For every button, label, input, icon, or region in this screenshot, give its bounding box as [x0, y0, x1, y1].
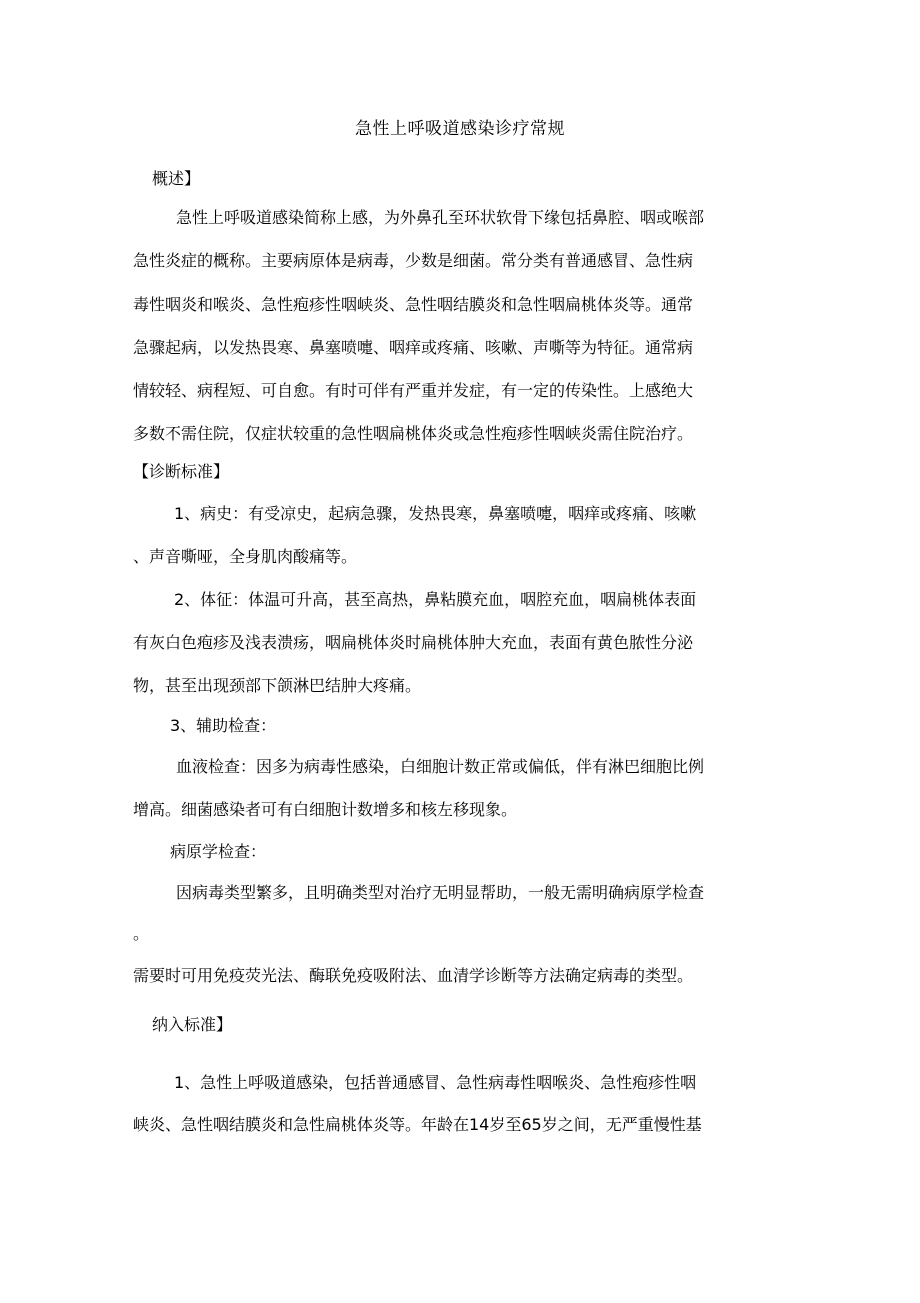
- section-heading-overview: 概述】: [152, 169, 201, 188]
- paragraph-line: 急性上呼吸道感染简称上感，为外鼻孔至环状软骨下缘包括鼻腔、咽或喉部: [176, 208, 705, 227]
- section-heading-inclusion: 纳入标准】: [152, 1015, 233, 1034]
- subsection-heading: 3、辅助检查：: [170, 716, 277, 735]
- paragraph-line: 。: [133, 924, 150, 943]
- paragraph-line: 情较轻、病程短、可自愈。有时可伴有严重并发症，有一定的传染性。上感绝大: [133, 381, 694, 400]
- paragraph-line: 毒性咽炎和喉炎、急性疱疹性咽峡炎、急性咽结膜炎和急性咽扁桃体炎等。通常: [133, 295, 694, 314]
- paragraph-line: 血液检查：因多为病毒性感染，白细胞计数正常或偏低，伴有淋巴细胞比例: [176, 757, 705, 776]
- paragraph-line: 1、病史：有受凉史，起病急骤，发热畏寒，鼻塞喷嚏，咽痒或疼痛、咳嗽: [174, 504, 697, 523]
- section-heading-diagnosis: 【诊断标准】: [133, 462, 230, 481]
- paragraph-line: 物，甚至出现颈部下颌淋巴结肿大疼痛。: [133, 676, 422, 695]
- paragraph-line: 2、体征：体温可升高，甚至高热，鼻粘膜充血，咽腔充血，咽扁桃体表面: [174, 590, 697, 609]
- paragraph-line: 、声音嘶哑，全身肌肉酸痛等。: [133, 547, 358, 566]
- paragraph-line: 有灰白色疱疹及浅表溃疡，咽扁桃体炎时扁桃体肿大充血，表面有黄色脓性分泌: [133, 633, 694, 652]
- subsection-heading: 病原学检查：: [170, 842, 267, 861]
- paragraph-line: 急骤起病，以发热畏寒、鼻塞喷嚏、咽痒或疼痛、咳嗽、声嘶等为特征。通常病: [133, 338, 694, 357]
- paragraph-line: 因病毒类型繁多，且明确类型对治疗无明显帮助，一般无需明确病原学检查: [176, 883, 705, 902]
- paragraph-line: 峡炎、急性咽结膜炎和急性扁桃体炎等。年龄在14岁至65岁之间，无严重慢性基: [133, 1115, 702, 1134]
- document-title: 急性上呼吸道感染诊疗常规: [355, 119, 565, 139]
- paragraph-line: 1、急性上呼吸道感染，包括普通感冒、急性病毒性咽喉炎、急性疱疹性咽: [174, 1073, 697, 1092]
- paragraph-line: 急性炎症的概称。主要病原体是病毒，少数是细菌。常分类有普通感冒、急性病: [133, 251, 694, 270]
- paragraph-line: 多数不需住院，仅症状较重的急性咽扁桃体炎或急性疱疹性咽峡炎需住院治疗。: [133, 424, 694, 443]
- paragraph-line: 增高。细菌感染者可有白细胞计数增多和核左移现象。: [133, 800, 518, 819]
- paragraph-line: 需要时可用免疫荧光法、酶联免疫吸附法、血清学诊断等方法确定病毒的类型。: [133, 966, 694, 985]
